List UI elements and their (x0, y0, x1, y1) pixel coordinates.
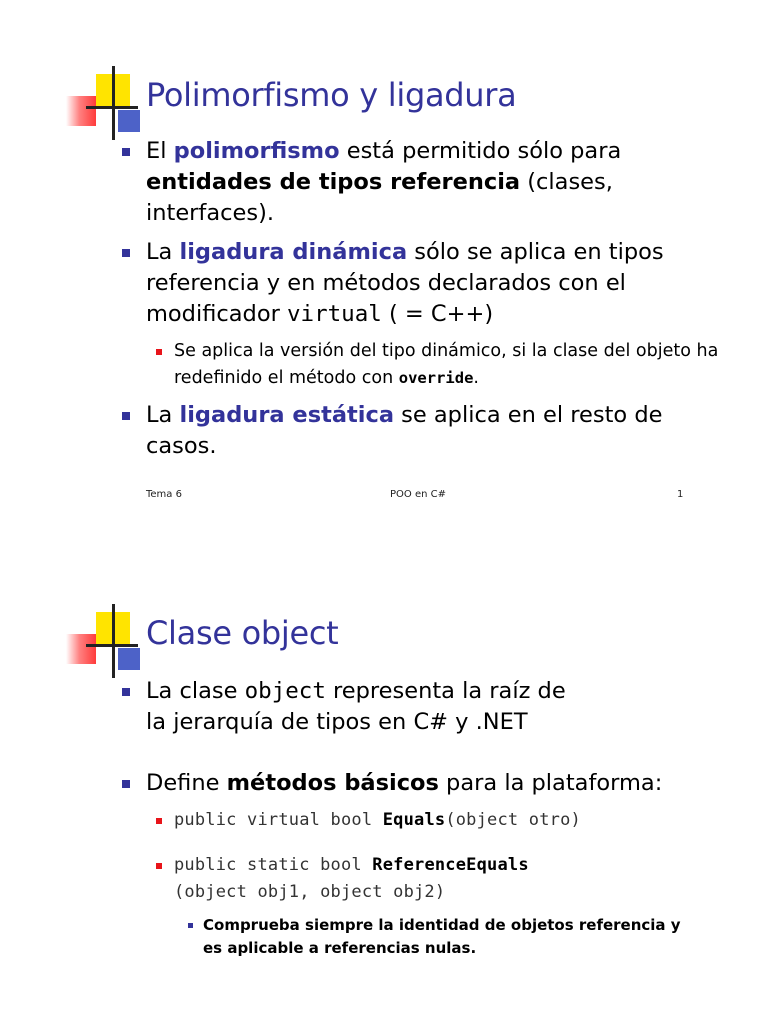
slide-title: Clase object (146, 614, 339, 652)
slide-title: Polimorfismo y ligadura (146, 76, 517, 114)
sub-bullet-square-icon (156, 818, 162, 824)
bullet-square-icon (122, 412, 130, 420)
slide-logo-icon (60, 604, 140, 684)
code-override: override (398, 369, 474, 387)
sub-bullet-version-dinamica: Se aplica la versión del tipo dinámico, si la clase del objeto ha redefinido el método con override. (156, 338, 720, 392)
bullet-square-icon (122, 249, 130, 257)
footer-page-number: 1 (677, 489, 684, 500)
bullet-metodos-basicos: Define métodos básicos para la plataforma: (120, 768, 720, 799)
keyword-polimorfismo: polimorfismo (173, 138, 340, 164)
footer-course: POO en C# (390, 489, 446, 500)
sub-sub-bullet-identidad: Comprueba siempre la identidad de objetos referencia y es aplicable a referencias nulas. (188, 914, 720, 960)
bullet-clase-object: La clase object representa la raíz de la jerarquía de tipos en C# y .NET (120, 676, 720, 738)
keyword-ligadura-estatica: ligadura estática (179, 402, 395, 428)
slide-logo-icon (60, 66, 140, 146)
slide-content (120, 136, 720, 470)
code-object: object (244, 678, 326, 704)
bullet-square-icon (122, 688, 130, 696)
bullet-square-icon (122, 148, 130, 156)
code-virtual: virtual (287, 301, 382, 327)
bullet-ligadura-estatica: La ligadura estática se aplica en el resto de casos. (120, 400, 720, 462)
strong-text: entidades de tipos referencia (146, 169, 521, 195)
method-equals: Equals (382, 810, 446, 830)
bullet-square-icon (122, 780, 130, 788)
sub-bullet-square-icon (156, 863, 162, 869)
keyword-ligadura-dinamica: ligadura dinámica (179, 239, 408, 265)
sub-sub-bullet-square-icon (188, 923, 193, 928)
footer-topic: Tema 6 (146, 489, 182, 500)
bullet-ligadura-dinamica: La ligadura dinámica sólo se aplica en tipos referencia y en métodos declarados con el modificador virtual ( = C++) (120, 237, 720, 330)
slide-content (120, 676, 720, 960)
method-reference-equals: ReferenceEquals (372, 855, 529, 875)
strong-text: métodos básicos (226, 770, 439, 796)
sub-bullet-equals: public virtual bool Equals(object otro) (156, 807, 720, 834)
sub-bullet-reference-equals: public static bool ReferenceEquals (object obj1, object obj2) (156, 852, 720, 906)
sub-bullet-square-icon (156, 349, 162, 355)
slide-2 (0, 512, 768, 1024)
bullet-polimorfismo: El polimorfismo está permitido sólo para entidades de tipos referencia (clases, interfaces). (120, 136, 720, 229)
